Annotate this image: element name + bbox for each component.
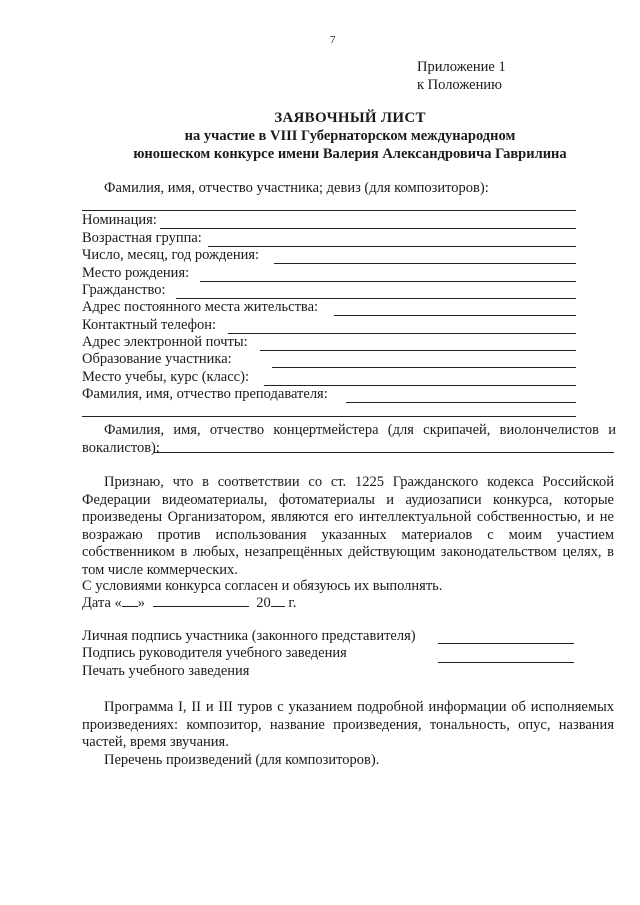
field-education bbox=[82, 351, 232, 368]
participant-name-line[interactable] bbox=[82, 210, 576, 211]
date-year-suffix: г. bbox=[288, 595, 297, 611]
field-birth-date-line[interactable] bbox=[274, 263, 576, 264]
field-birth-place bbox=[82, 265, 189, 282]
form-title: ЗАЯВОЧНЫЙ ЛИСТ bbox=[274, 110, 426, 126]
date-month-line[interactable] bbox=[153, 606, 249, 607]
agreement-statement: С условиями конкурса согласен и обязуюсь их выполнять. bbox=[82, 578, 443, 594]
field-birth-date bbox=[82, 247, 259, 264]
date-year-prefix: 20 bbox=[256, 595, 271, 611]
field-email bbox=[82, 334, 248, 351]
page-number: 7 bbox=[330, 34, 336, 46]
field-label: Возрастная группа: bbox=[82, 230, 202, 246]
field-label: Фамилия, имя, отчество преподавателя: bbox=[82, 386, 328, 402]
participant-name-label: Фамилия, имя, отчество участника; девиз (для композиторов): bbox=[104, 180, 489, 196]
field-teacher-line[interactable] bbox=[346, 402, 576, 403]
appendix-line-1: Приложение 1 bbox=[417, 59, 506, 75]
field-nomination bbox=[82, 212, 157, 229]
field-label: Контактный телефон: bbox=[82, 317, 217, 333]
field-label: Место учебы, курс (класс): bbox=[82, 369, 249, 385]
date-label: Дата « bbox=[82, 595, 122, 611]
field-teacher-line-2[interactable] bbox=[82, 416, 576, 417]
field-birth-place-line[interactable] bbox=[200, 281, 576, 282]
head-signature-line[interactable] bbox=[438, 662, 574, 663]
accompanist-line[interactable] bbox=[154, 452, 614, 453]
date-field bbox=[82, 595, 296, 612]
field-address-line[interactable] bbox=[334, 315, 576, 316]
program-paragraph: Программа I, II и III туров с указанием подробной информации об исполняемых произведениях: композитор, название произведения, тональность, опус, названия частей, время звучания. bbox=[82, 699, 614, 750]
field-label: Образование участника: bbox=[82, 351, 232, 367]
field-nomination-line[interactable] bbox=[160, 228, 576, 229]
field-age-group bbox=[82, 230, 202, 247]
field-label: Гражданство: bbox=[82, 282, 166, 298]
field-label: Номинация: bbox=[82, 212, 157, 228]
field-label: Адрес электронной почты: bbox=[82, 334, 248, 350]
date-year-line[interactable] bbox=[271, 606, 285, 607]
consent-paragraph: Признаю, что в соответствии со ст. 1225 Гражданского кодекса Российской Федерации видеоматериалы, фотоматериалы и аудиозаписи конкурса, которые произведены Организатором, являются его интеллектуальной собственностью, и не возражаю против использования указанных материалов с моим участием собственником в любых, незапрещённых действующим законодательством целях, в том числе коммерческих. bbox=[82, 474, 614, 578]
accompanist-label: Фамилия, имя, отчество концертмейстера (для скрипачей, виолончелистов и вокалистов): bbox=[82, 422, 616, 456]
form-subtitle-line-2: юношеском конкурсе имени Валерия Александровича Гаврилина bbox=[133, 146, 567, 162]
field-label: Адрес постоянного места жительства: bbox=[82, 299, 319, 315]
field-email-line[interactable] bbox=[260, 350, 576, 351]
field-address bbox=[82, 299, 318, 316]
field-label: Число, месяц, год рождения: bbox=[82, 247, 260, 263]
date-close-quote: » bbox=[137, 595, 146, 611]
form-subtitle-line-1: на участие в VIII Губернаторском международном bbox=[184, 128, 516, 144]
field-phone bbox=[82, 317, 216, 334]
appendix-reference bbox=[417, 58, 506, 94]
works-list-label: Перечень произведений (для композиторов). bbox=[104, 752, 380, 768]
field-education-line[interactable] bbox=[272, 367, 576, 368]
head-signature-label: Подпись руководителя учебного заведения bbox=[82, 645, 347, 661]
field-age-group-line[interactable] bbox=[208, 246, 576, 247]
field-teacher bbox=[82, 386, 328, 403]
participant-signature-line[interactable] bbox=[438, 643, 574, 644]
appendix-line-2: к Положению bbox=[417, 77, 502, 93]
field-citizenship bbox=[82, 282, 166, 299]
field-label: Место рождения: bbox=[82, 265, 190, 281]
participant-signature-label: Личная подпись участника (законного представителя) bbox=[82, 628, 416, 644]
institution-stamp-label: Печать учебного заведения bbox=[82, 663, 250, 679]
field-study-place bbox=[82, 369, 249, 386]
field-phone-line[interactable] bbox=[228, 333, 576, 334]
date-day-line[interactable] bbox=[122, 606, 138, 607]
